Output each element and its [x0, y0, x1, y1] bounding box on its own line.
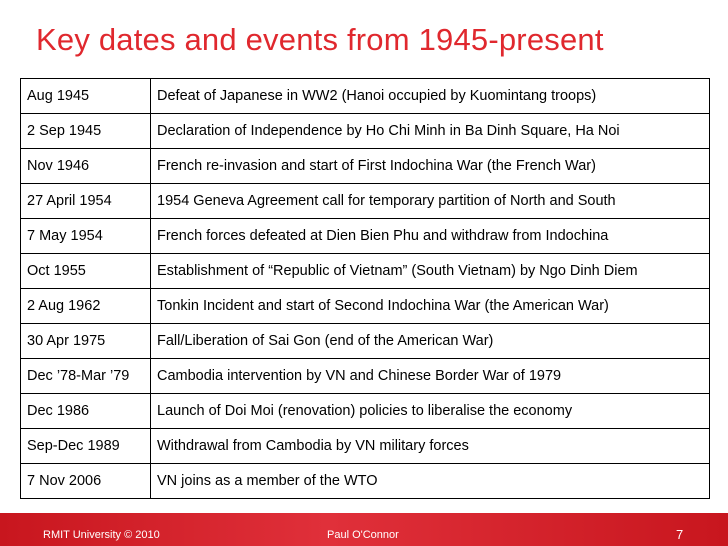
event-description: Defeat of Japanese in WW2 (Hanoi occupied by Kuomintang troops): [151, 79, 710, 114]
events-table: [20, 78, 710, 499]
footer-author: Paul O'Connor: [327, 529, 399, 541]
footer-bar: [0, 513, 728, 546]
event-date: 2 Aug 1962: [21, 289, 151, 324]
event-date: Nov 1946: [21, 149, 151, 184]
event-date: 27 April 1954: [21, 184, 151, 219]
table-row: [21, 394, 710, 429]
table-row: [21, 359, 710, 394]
event-description: French forces defeated at Dien Bien Phu and withdraw from Indochina: [151, 219, 710, 254]
table-row: [21, 254, 710, 289]
table-row: [21, 464, 710, 499]
event-date: 7 Nov 2006: [21, 464, 151, 499]
event-description: VN joins as a member of the WTO: [151, 464, 710, 499]
table-row: [21, 79, 710, 114]
event-date: Sep-Dec 1989: [21, 429, 151, 464]
table-row: [21, 429, 710, 464]
footer-copyright: RMIT University © 2010: [43, 529, 160, 541]
event-date: Dec 1986: [21, 394, 151, 429]
event-description: Launch of Doi Moi (renovation) policies to liberalise the economy: [151, 394, 710, 429]
table-row: [21, 289, 710, 324]
event-date: 30 Apr 1975: [21, 324, 151, 359]
table-row: [21, 324, 710, 359]
event-description: Tonkin Incident and start of Second Indochina War (the American War): [151, 289, 710, 324]
event-description: Cambodia intervention by VN and Chinese Border War of 1979: [151, 359, 710, 394]
event-description: Establishment of “Republic of Vietnam” (South Vietnam) by Ngo Dinh Diem: [151, 254, 710, 289]
event-date: Oct 1955: [21, 254, 151, 289]
slide-number: 7: [676, 527, 684, 542]
event-date: Aug 1945: [21, 79, 151, 114]
table-row: [21, 184, 710, 219]
slide-title: Key dates and events from 1945-present: [36, 22, 604, 57]
table-row: [21, 149, 710, 184]
event-description: French re-invasion and start of First Indochina War (the French War): [151, 149, 710, 184]
event-date: 2 Sep 1945: [21, 114, 151, 149]
event-description: Fall/Liberation of Sai Gon (end of the American War): [151, 324, 710, 359]
event-description: 1954 Geneva Agreement call for temporary partition of North and South: [151, 184, 710, 219]
event-description: Withdrawal from Cambodia by VN military forces: [151, 429, 710, 464]
event-description: Declaration of Independence by Ho Chi Minh in Ba Dinh Square, Ha Noi: [151, 114, 710, 149]
table-row: [21, 219, 710, 254]
event-date: Dec ’78-Mar ’79: [21, 359, 151, 394]
event-date: 7 May 1954: [21, 219, 151, 254]
table-row: [21, 114, 710, 149]
